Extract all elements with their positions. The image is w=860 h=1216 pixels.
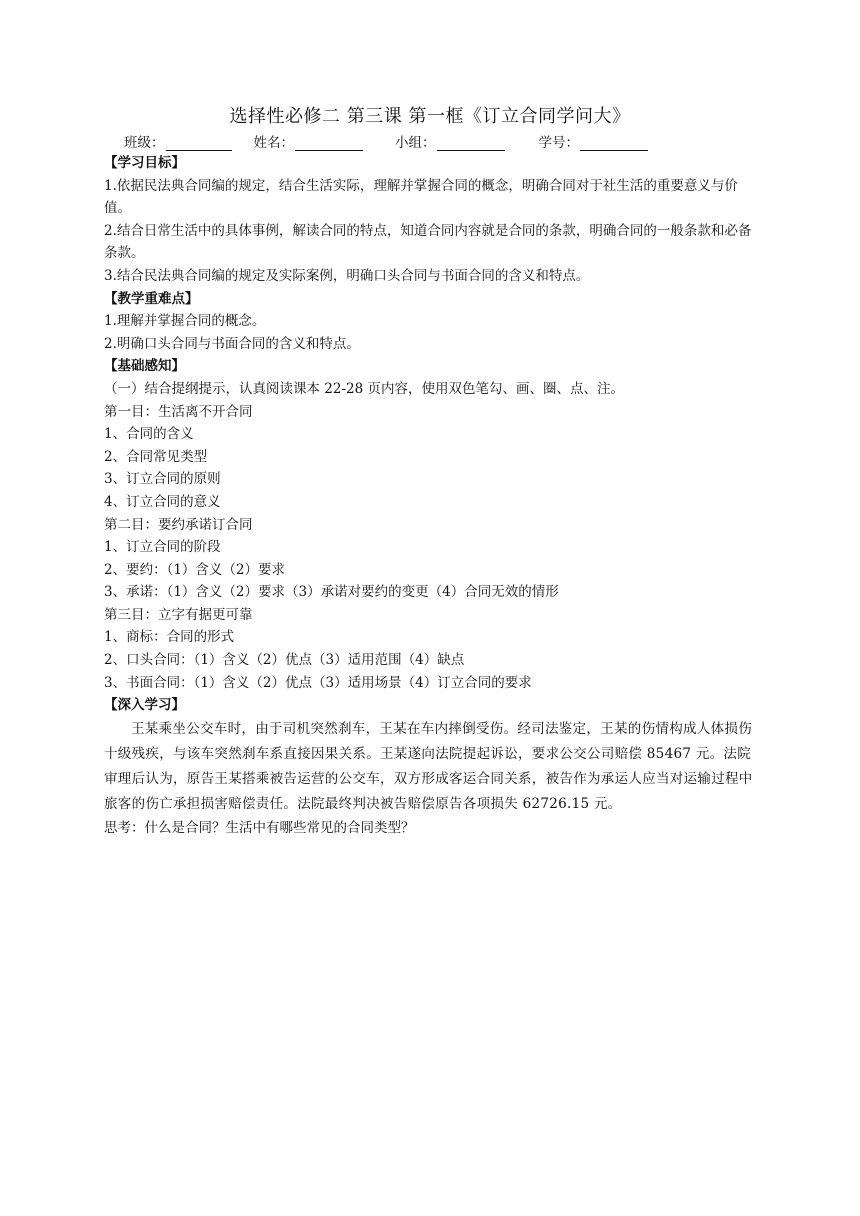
objective-item: 3.结合民法典合同编的规定及实际案例，明确口头合同与书面合同的含义和特点。 bbox=[104, 267, 590, 284]
objectives-heading: 【学习目标】 bbox=[104, 155, 185, 171]
outline-line: 4、订立合同的意义 bbox=[104, 493, 221, 510]
objective-item: 2.结合日常生活中的具体事例，解读合同的特点，知道合同内容就是合同的条款，明确合同的一般条款和必备条款。 bbox=[104, 222, 752, 262]
group-label: 小组： bbox=[395, 135, 436, 151]
number-label: 学号： bbox=[538, 135, 579, 151]
number-blank[interactable] bbox=[580, 134, 648, 151]
class-field bbox=[124, 131, 232, 151]
objective-item: 1.依据民法典合同编的规定，结合生活实际，理解并掌握合同的概念，明确合同对于社生活的重要意义与价值。 bbox=[104, 177, 738, 217]
outline-line: 1、合同的含义 bbox=[104, 426, 194, 443]
key-point-item: 1.理解并掌握合同的概念。 bbox=[104, 313, 266, 330]
group-blank[interactable] bbox=[437, 134, 505, 151]
class-label: 班级： bbox=[124, 135, 165, 151]
worksheet-content bbox=[104, 152, 760, 839]
outline-line: 第三目：立字有据更可靠 bbox=[104, 606, 253, 623]
name-blank[interactable] bbox=[295, 134, 363, 151]
key-points-heading: 【教学重难点】 bbox=[104, 290, 199, 307]
outline-line: 3、订立合同的原则 bbox=[104, 471, 221, 488]
basics-heading: 【基础感知】 bbox=[104, 358, 185, 375]
outline-line: 1、商标：合同的形式 bbox=[104, 629, 235, 646]
page-title: 选择性必修二 第三课 第一框《订立合同学问大》 bbox=[229, 106, 631, 127]
outline-line: 3、书面合同：（1）含义（2）优点（3）适用场景（4）订立合同的要求 bbox=[104, 674, 532, 691]
class-blank[interactable] bbox=[166, 134, 232, 151]
outline-line: 2、口头合同：（1）含义（2）优点（3）适用范围（4）缺点 bbox=[104, 652, 465, 669]
basics-intro: （一）结合提纲提示，认真阅读课本 22-28 页内容，使用双色笔勾、画、圈、点、注。 bbox=[104, 380, 624, 397]
outline-line: 2、要约：（1）含义（2）要求 bbox=[104, 561, 286, 578]
group-field bbox=[395, 131, 505, 151]
outline-line: 2、合同常见类型 bbox=[104, 448, 208, 465]
student-info-row bbox=[124, 131, 648, 151]
case-paragraph: 王某乘坐公交车时，由于司机突然刹车，王某在车内摔倒受伤。经司法鉴定，王某的伤情构成人体损伤十级残疾，与该车突然刹车系直接因果关系。王某遂向法院提起诉讼，要求公交公司赔偿 85467 元。法院审理后认为，原告王某搭乘被告运营的公交车，双方形成客运合同关系，被告作为承运人应当对运输过程中旅客的伤亡承担损害赔偿责任。法院最终判决被告赔偿原告各项损失 62726.15 元。 bbox=[104, 720, 753, 812]
outline-line: 第二目：要约承诺订合同 bbox=[104, 516, 253, 533]
outline-line: 第一目：生活离不开合同 bbox=[104, 403, 253, 420]
outline-line: 3、承诺：（1）含义（2）要求（3）承诺对要约的变更（4）合同无效的情形 bbox=[104, 584, 559, 601]
number-field bbox=[539, 131, 649, 151]
name-field bbox=[254, 131, 364, 151]
outline-line: 1、订立合同的阶段 bbox=[104, 539, 221, 556]
thinking-question: 思考：什么是合同？生活中有哪些常见的合同类型？ bbox=[104, 819, 415, 836]
key-point-item: 2.明确口头合同与书面合同的含义和特点。 bbox=[104, 335, 360, 352]
name-label: 姓名： bbox=[253, 135, 294, 151]
deep-study-heading: 【深入学习】 bbox=[104, 697, 185, 714]
